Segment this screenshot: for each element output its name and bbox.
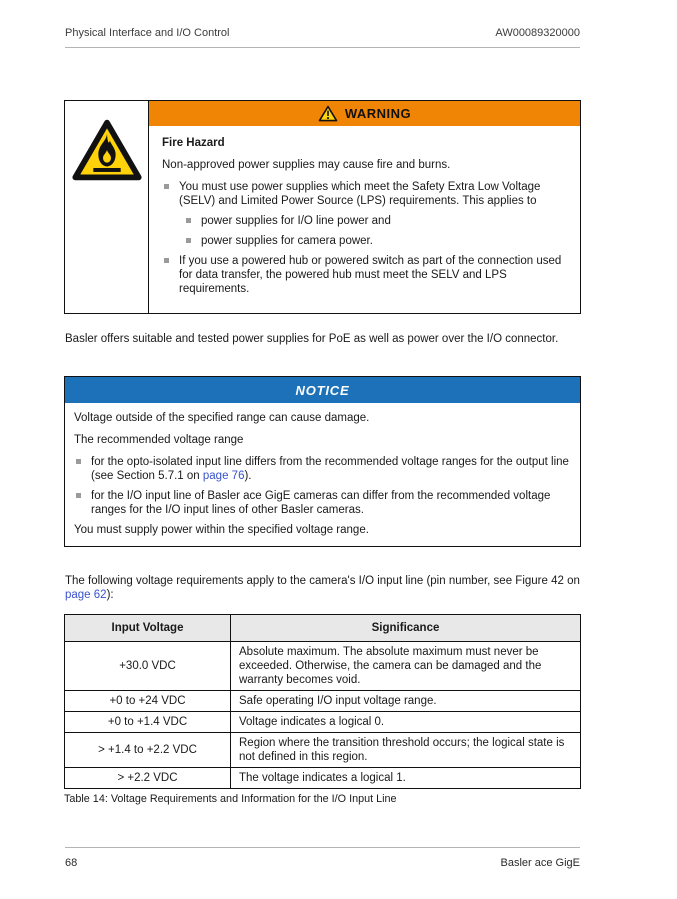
notice-line: Voltage outside of the specified range can cause damage. [74, 412, 370, 424]
warning-bullet: You must use power supplies which meet the Safety Extra Low Voltage (SELV) and Limited Power Source (LPS) requirements. This applies to [162, 180, 566, 208]
notice-header-bar [65, 377, 580, 403]
warning-intro: Non-approved power supplies may cause fire and burns. [162, 159, 451, 171]
hazard-heading: Fire Hazard [162, 137, 225, 149]
significance-value: Safe operating I/O input voltage range. [231, 691, 581, 712]
warning-title: WARNING [344, 106, 412, 121]
significance-value: Absolute maximum. The absolute maximum must never be exceeded. Otherwise, the camera can be damaged and the warranty becomes void. [231, 642, 581, 691]
page-header [65, 27, 580, 48]
table-row [65, 712, 581, 733]
column-header-significance: Significance [231, 615, 581, 642]
table-caption: Table 14: Voltage Requirements and Information for the I/O Input Line [64, 793, 397, 805]
table-intro-paragraph [65, 574, 581, 602]
notice-title: NOTICE [295, 382, 350, 398]
table-row [65, 691, 581, 712]
warning-header-bar [149, 101, 580, 126]
voltage-table-section [64, 614, 581, 805]
table-intro-post: ): [106, 589, 114, 601]
notice-line: The recommended voltage range [74, 434, 244, 446]
notice-content [65, 403, 580, 546]
page-62-link[interactable]: page 62 [65, 589, 107, 601]
notice-bullet [74, 455, 570, 483]
warning-icon-cell [65, 101, 149, 313]
table-header-row [65, 615, 581, 642]
header-section-title: Physical Interface and I/O Control [65, 27, 230, 39]
square-bullet-icon [76, 493, 81, 498]
page-76-link[interactable]: page 76 [202, 470, 245, 482]
column-header-input-voltage: Input Voltage [65, 615, 231, 642]
square-bullet-icon [76, 459, 81, 464]
warning-body [149, 101, 580, 313]
significance-value: The voltage indicates a logical 1. [231, 768, 581, 789]
warning-sub-bullet: power supplies for camera power. [184, 234, 566, 248]
table-row [65, 642, 581, 691]
notice-bullet-text [91, 455, 570, 483]
significance-value: Region where the transition threshold occurs; the logical state is not defined in this region. [231, 733, 581, 768]
warning-box [64, 100, 581, 314]
warning-content [149, 126, 580, 313]
notice-box [64, 376, 581, 547]
square-bullet-icon [164, 184, 169, 189]
square-bullet-icon [164, 258, 169, 263]
fire-hazard-icon [71, 118, 143, 182]
voltage-value: > +2.2 VDC [65, 768, 231, 789]
intro-paragraph: Basler offers suitable and tested power supplies for PoE as well as power over the I/O connector. [65, 333, 559, 345]
table-row [65, 768, 581, 789]
table-row [65, 733, 581, 768]
notice-line: You must supply power within the specified voltage range. [74, 524, 369, 536]
footer-document-title: Basler ace GigE [500, 857, 580, 869]
square-bullet-icon [186, 238, 191, 243]
voltage-value: +0 to +1.4 VDC [65, 712, 231, 733]
voltage-value: +30.0 VDC [65, 642, 231, 691]
voltage-table [64, 614, 581, 789]
page-footer [65, 847, 580, 869]
table-intro-pre: The following voltage requirements apply to the camera's I/O input line (pin number, see Figure 42 on [65, 575, 580, 587]
header-document-number: AW00089320000 [495, 27, 580, 39]
footer-page-number: 68 [65, 857, 78, 869]
notice-bullet-pre: for the opto-isolated input line differs from the recommended voltage ranges for the output line (see Section 5.7.1 on [91, 456, 569, 482]
notice-bullet: for the I/O input line of Basler ace GigE cameras can differ from the recommended voltage ranges for the I/O input lines of other Basler cameras. [74, 489, 570, 517]
square-bullet-icon [186, 218, 191, 223]
voltage-value: > +1.4 to +2.2 VDC [65, 733, 231, 768]
warning-bullet: If you use a powered hub or powered switch as part of the connection used for data transfer, the powered hub must meet the SELV and LPS requirements. [162, 254, 566, 296]
warning-triangle-icon [318, 105, 338, 122]
significance-value: Voltage indicates a logical 0. [231, 712, 581, 733]
warning-sub-bullet: power supplies for I/O line power and [184, 214, 566, 228]
voltage-value: +0 to +24 VDC [65, 691, 231, 712]
notice-bullet-post: ). [244, 470, 252, 482]
